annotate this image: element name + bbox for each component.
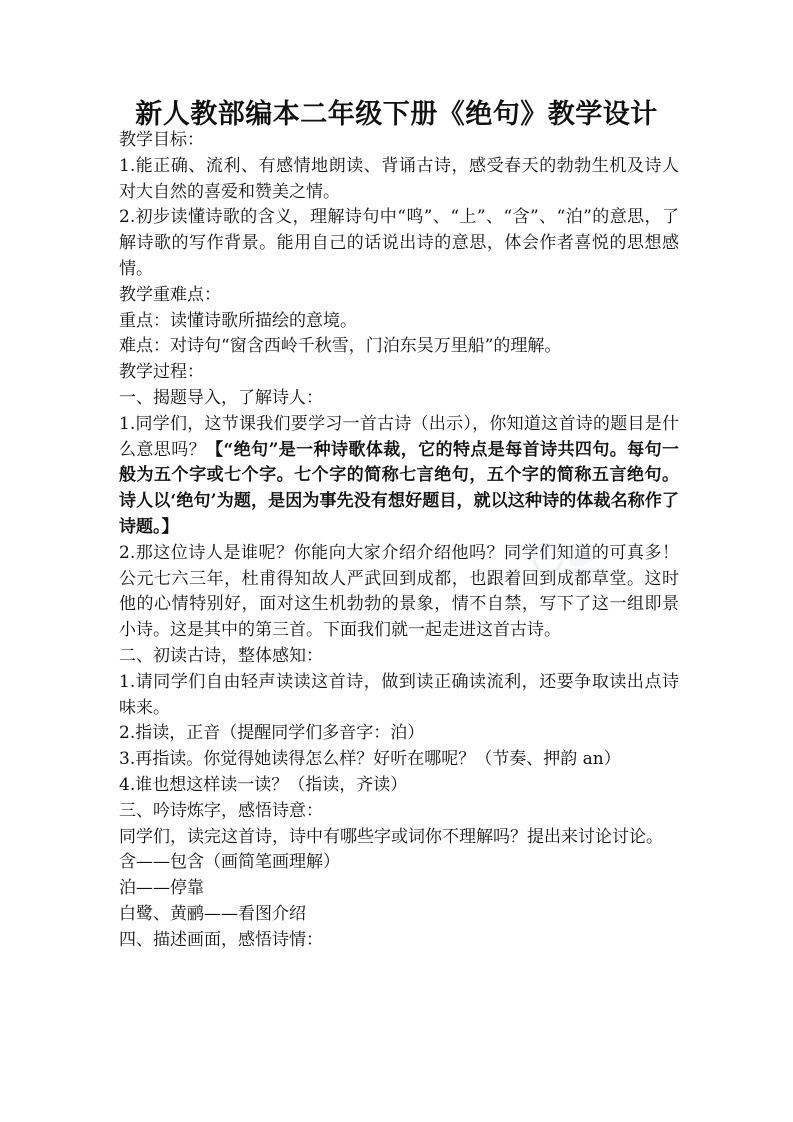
section-1-item-2: 2.那这位诗人是谁呢？你能向大家介绍介绍他吗？同学们知道的可真多！公元七六三年，杜甫得知故人严武回到成都，也跟着回到成都草堂。这时他的心情特别好，面对这生机勃勃的景象，情不自禁，写下了这一组即景小诗。这是其中的第三首。下面我们就一起走进这首古诗。 [119, 542, 679, 641]
section-heading-1: 一、揭题导入，了解诗人： [119, 387, 323, 408]
document-body [119, 128, 679, 954]
section-1-item-1-text: 1.同学们，这节课我们要学习一首古诗（出示），你知道这首诗的题目是什么意思吗？ [119, 413, 679, 460]
section-2-item-1: 1.请同学们自由轻声读读这首诗，做到读正确读流利，还要争取读出点诗味来。 [119, 671, 679, 718]
key-points-heading: 教学重难点： [119, 284, 221, 305]
section-1-item-1 [119, 412, 679, 541]
key-point: 重点：读懂诗歌所描绘的意境。 [119, 310, 357, 331]
section-heading-2: 二、初读古诗，整体感知： [119, 645, 323, 666]
goals-heading: 教学目标： [119, 130, 204, 150]
section-heading-3: 三、吟诗炼字，感悟诗意： [119, 800, 323, 821]
section-2-item-3: 3.再指读。你觉得她读得怎么样？好听在哪呢？（节奏、押韵 an） [119, 749, 621, 770]
section-1-item-1-note: 【“绝句”是一种诗歌体裁，它的特点是每首诗共四句。每句一般为五个字或七个字。七个字的简称七言绝句，五个字的简称五言绝句。诗人以‘绝句’为题，是因为事先没有想好题目，就以这种诗的体裁名称作了诗题。】 [119, 439, 680, 537]
process-heading: 教学过程： [119, 362, 204, 383]
section-3-word-3: 白鹭、黄鹂——看图介绍 [119, 903, 306, 924]
section-3-word-1: 含——包含（画简笔画理解） [119, 852, 340, 873]
section-3-word-2: 泊——停靠 [119, 878, 204, 899]
difficult-point: 难点：对诗句“窗含西岭千秋雪，门泊东吴万里船”的理解。 [119, 336, 562, 357]
section-2-item-2: 2.指读，正音（提醒同学们多音字：泊） [119, 723, 425, 744]
section-3-intro: 同学们，读完这首诗，诗中有哪些字或词你不理解吗？提出来讨论讨论。 [119, 826, 663, 847]
goal-item-2: 2.初步读懂诗歌的含义，理解诗句中“鸣”、“上”、“含”、“泊”的意思，了解诗歌的写作背景。能用自己的话说出诗的意思，体会作者喜悦的思想感情。 [119, 207, 679, 279]
goal-item-1: 1.能正确、流利、有感情地朗读、背诵古诗，感受春天的勃勃生机及诗人对大自然的喜爱和赞美之情。 [119, 155, 679, 202]
section-heading-4: 四、描述画面，感悟诗情： [119, 929, 323, 950]
document-title: 新人教部编本二年级下册《绝句》教学设计 [135, 99, 658, 130]
section-2-item-4: 4.谁也想这样读一读？（指读，齐读） [119, 774, 408, 795]
